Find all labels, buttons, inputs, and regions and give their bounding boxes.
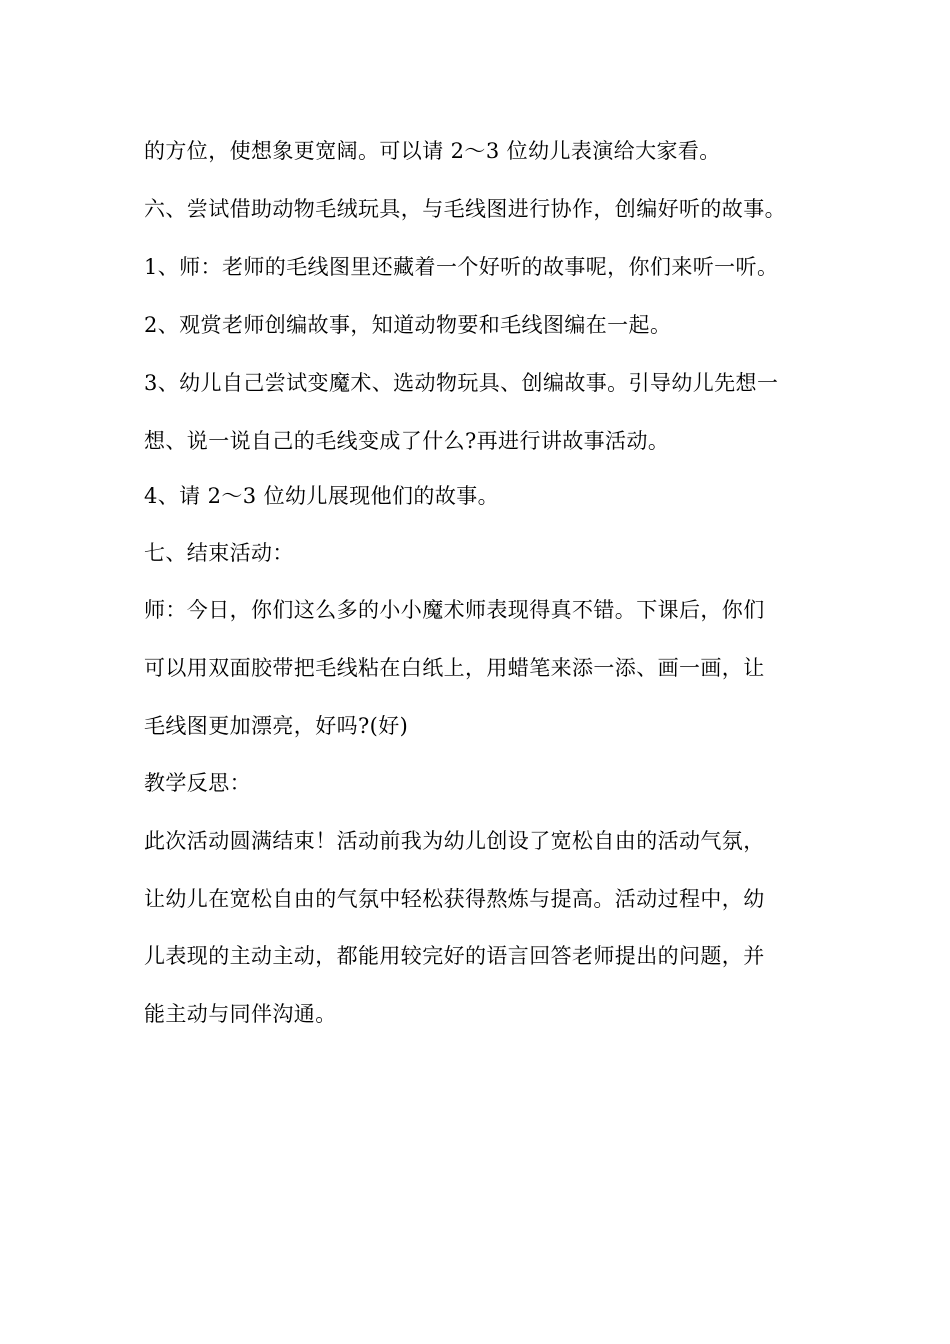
section-heading-six: 六、尝试借助动物毛绒玩具，与毛线图进行协作，创编好听的故事。 xyxy=(144,197,786,221)
paragraph-line: 可以用双面胶带把毛线粘在白纸上，用蜡笔来添一添、画一画，让 xyxy=(144,656,765,680)
paragraph-line: 毛线图更加漂亮，好吗?(好) xyxy=(144,714,409,738)
paragraph-line: 4、请 2～3 位幼儿展现他们的故事。 xyxy=(144,484,500,508)
paragraph-line: 的方位，使想象更宽阔。可以请 2～3 位幼儿表演给大家看。 xyxy=(144,139,721,163)
reflection-heading: 教学反思： xyxy=(144,771,251,795)
paragraph-line: 3、幼儿自己尝试变魔术、选动物玩具、创编故事。引导幼儿先想一 xyxy=(144,371,779,395)
paragraph-line: 2、观赏老师创编故事，知道动物要和毛线图编在一起。 xyxy=(144,313,672,337)
paragraph-line: 能主动与同伴沟通。 xyxy=(144,1002,337,1026)
paragraph-line: 此次活动圆满结束！活动前我为幼儿创设了宽松自由的活动气氛， xyxy=(144,829,765,853)
section-heading-seven: 七、结束活动： xyxy=(144,541,294,565)
paragraph-line: 想、说一说自己的毛线变成了什么?再进行讲故事活动。 xyxy=(144,429,670,453)
paragraph-line: 儿表现的主动主动，都能用较完好的语言回答老师提出的问题，并 xyxy=(144,944,765,968)
paragraph-line: 师：今日，你们这么多的小小魔术师表现得真不错。下课后，你们 xyxy=(144,598,765,622)
paragraph-line: 1、师：老师的毛线图里还藏着一个好听的故事呢，你们来听一听。 xyxy=(144,255,779,279)
paragraph-line: 让幼儿在宽松自由的气氛中轻松获得熬炼与提高。活动过程中，幼 xyxy=(144,887,765,911)
